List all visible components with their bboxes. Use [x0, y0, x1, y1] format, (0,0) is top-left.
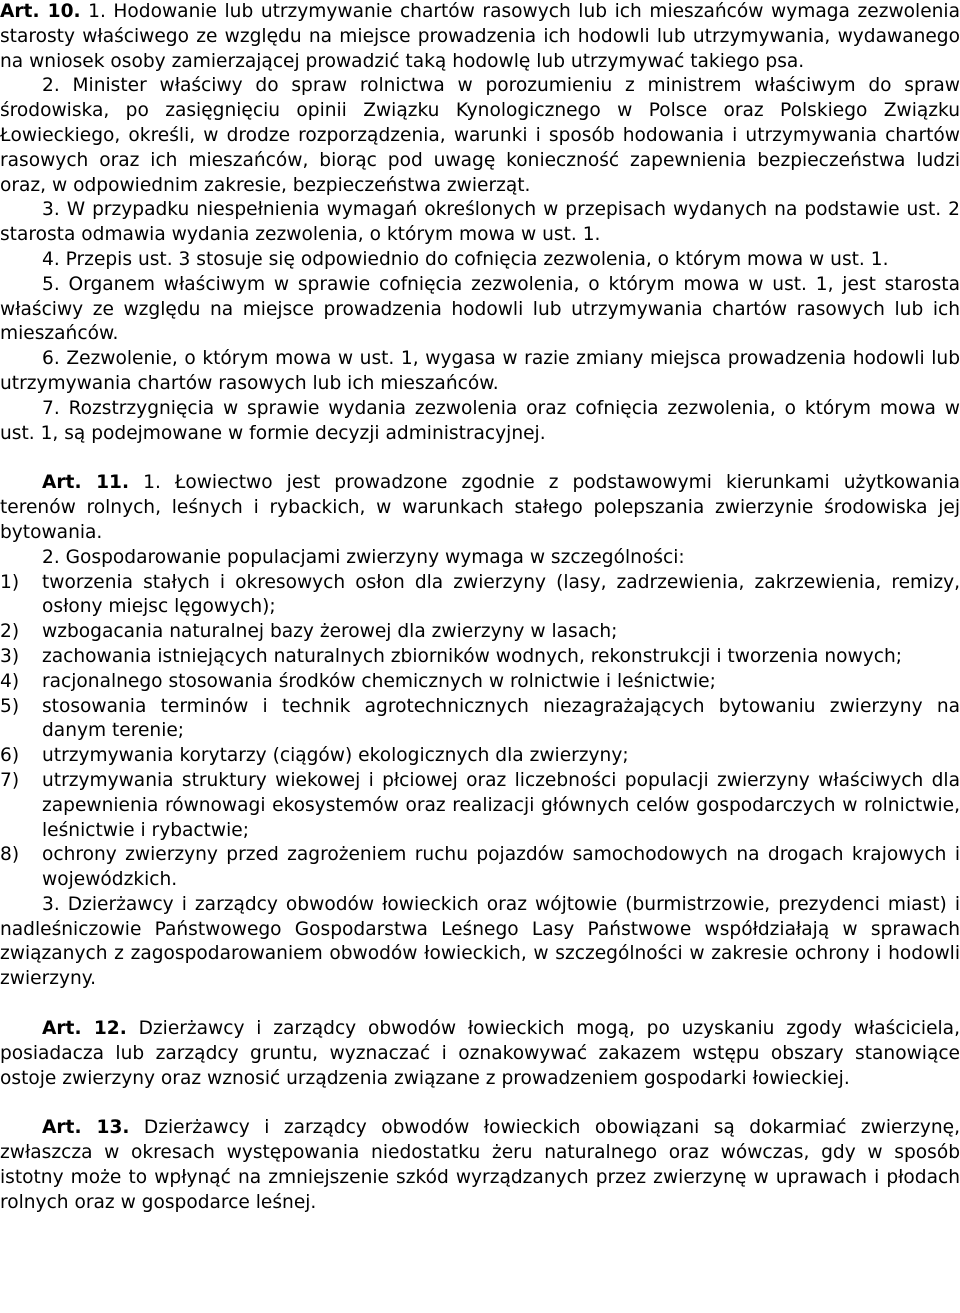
point-number: 5)	[0, 695, 20, 717]
art10-paragraph-7: 7. Rozstrzygnięcia w sprawie wydania zezwolenia oraz cofnięcia zezwolenia, o którym mowa w ust. 1, są podejmowane w formie decyzji administracyjnej.	[0, 397, 960, 444]
art10-paragraph-3: 3. W przypadku niespełnienia wymagań określonych w przepisach wydanych na podstawie ust. 2 starosta odmawia wydania zezwolenia, o którym mowa w ust. 1.	[0, 199, 960, 246]
art12-text: Dzierżawcy i zarządcy obwodów łowieckich mogą, po uzyskaniu zgody właściciela, posiadacza lub zarządcy gruntu, wyznaczać i oznakowywać zakazem wstępu obszary stanowiące ostoje zwierzyny oraz wznosić urządzenia związane z prowadzeniem gospodarki łowieckiej.	[0, 1018, 960, 1089]
art13-label: Art. 13.	[42, 1117, 130, 1139]
point-number: 2)	[0, 621, 20, 643]
point-text: stosowania terminów i technik agrotechnicznych niezagrażających bytowaniu zwierzyny na danym terenie;	[42, 695, 960, 742]
spacer	[0, 992, 960, 1017]
art12-label: Art. 12.	[42, 1018, 127, 1040]
list-item	[0, 769, 960, 843]
art10-paragraph-5: 5. Organem właściwym w sprawie cofnięcia zezwolenia, o którym mowa w ust. 1, jest starosta właściwy ze względu na miejsce prowadzenia hodowli lub utrzymywania chartów rasowych lub ich mieszańców.	[0, 273, 960, 345]
point-number: 3)	[0, 645, 20, 667]
list-item	[0, 843, 960, 893]
point-number: 1)	[0, 571, 20, 593]
point-text: wzbogacania naturalnej bazy żerowej dla zwierzyny w lasach;	[42, 621, 618, 643]
art10-text-1: 1. Hodowanie lub utrzymywanie chartów rasowych lub ich mieszańców wymaga zezwolenia starosty właściwego ze względu na miejsce prowadzenia ich hodowli lub utrzymywania, wydawanego na wniosek osoby zamierzającej prowadzić taką hodowlę lub utrzymywać takiego psa.	[0, 1, 960, 72]
point-number: 4)	[0, 670, 20, 692]
point-number: 6)	[0, 745, 20, 767]
art10-paragraph-1	[0, 0, 960, 74]
art11-label: Art. 11.	[42, 472, 130, 494]
art10-paragraph-6: 6. Zezwolenie, o którym mowa w ust. 1, wygasa w razie zmiany miejsca prowadzenia hodowli lub utrzymywania chartów rasowych lub ich mieszańców.	[0, 348, 960, 394]
point-text: utrzymywania struktury wiekowej i płciowej oraz liczebności populacji zwierzyny właściwych dla zapewnienia równowagi ekosystemów oraz realizacji głównych celów gospodarczych w rolnictwie, leśnictwie i rybactwie;	[42, 769, 960, 841]
art13-paragraph	[0, 1116, 960, 1215]
art11-paragraph-3: 3. Dzierżawcy i zarządcy obwodów łowieckich oraz wójtowie (burmistrzowie, prezydenci miast) i nadleśniczowie Państwowego Gospodarstwa Leśnego Lasy Państwowe współdziałają w sprawach związanych z zagospodarowaniem obwodów łowieckich, w szczególności w zakresie ochrony i hodowli zwierzyny.	[0, 893, 960, 990]
art11-text-1: 1. Łowiectwo jest prowadzone zgodnie z podstawowymi kierunkami użytkowania terenów rolnych, leśnych i rybackich, w warunkach stałego polepszania zwierzynie środowiska jej bytowania.	[0, 472, 960, 543]
art11-paragraph-2: 2. Gospodarowanie populacjami zwierzyny wymaga w szczególności:	[42, 546, 685, 568]
art13-text: Dzierżawcy i zarządcy obwodów łowieckich obowiązani są dokarmiać zwierzynę, zwłaszcza w okresach występowania niedostatku żeru naturalnego oraz wówczas, gdy w sposób istotny może to wpłynąć na zmniejszenie szkód wyrządzanych przez zwierzynę w uprawach i płodach rolnych oraz w gospodarce leśnej.	[0, 1117, 960, 1213]
point-text: utrzymywania korytarzy (ciągów) ekologicznych dla zwierzyny;	[42, 745, 629, 767]
art11-points-list	[0, 571, 960, 893]
list-item	[0, 744, 960, 769]
point-number: 8)	[0, 844, 20, 866]
list-item	[0, 695, 960, 745]
spacer	[0, 1091, 960, 1116]
list-item	[0, 670, 960, 695]
point-text: zachowania istniejących naturalnych zbiorników wodnych, rekonstrukcji i tworzenia nowych;	[42, 645, 903, 667]
art11-paragraph-1	[0, 471, 960, 545]
point-text: racjonalnego stosowania środków chemicznych w rolnictwie i leśnictwie;	[42, 670, 716, 692]
list-item	[0, 645, 960, 670]
spacer	[0, 446, 960, 471]
art10-paragraph-2: 2. Minister właściwy do spraw rolnictwa w porozumieniu z ministrem właściwym do spraw środowiska, po zasięgnięciu opinii Związku Kynologicznego w Polsce oraz Polskiego Związku Łowieckiego, określi, w drodze rozporządzenia, warunki i sposób hodowania i utrzymywania chartów rasowych oraz ich mieszańców, biorąc pod uwagę konieczność zapewnienia bezpieczeństwa ludzi oraz, w odpowiednim zakresie, bezpieczeństwa zwierząt.	[0, 75, 960, 196]
list-item	[0, 571, 960, 621]
art10-label: Art. 10.	[0, 1, 81, 22]
list-item	[0, 620, 960, 645]
point-number: 7)	[0, 769, 20, 791]
point-text: ochrony zwierzyny przed zagrożeniem ruchu pojazdów samochodowych na drogach krajowych i wojewódzkich.	[42, 844, 960, 891]
art10-paragraph-4: 4. Przepis ust. 3 stosuje się odpowiednio do cofnięcia zezwolenia, o którym mowa w ust. 1.	[42, 248, 889, 270]
art12-paragraph	[0, 1017, 960, 1091]
point-text: tworzenia stałych i okresowych osłon dla zwierzyny (lasy, zadrzewienia, zakrzewienia, remizy, osłony miejsc lęgowych);	[42, 571, 960, 618]
